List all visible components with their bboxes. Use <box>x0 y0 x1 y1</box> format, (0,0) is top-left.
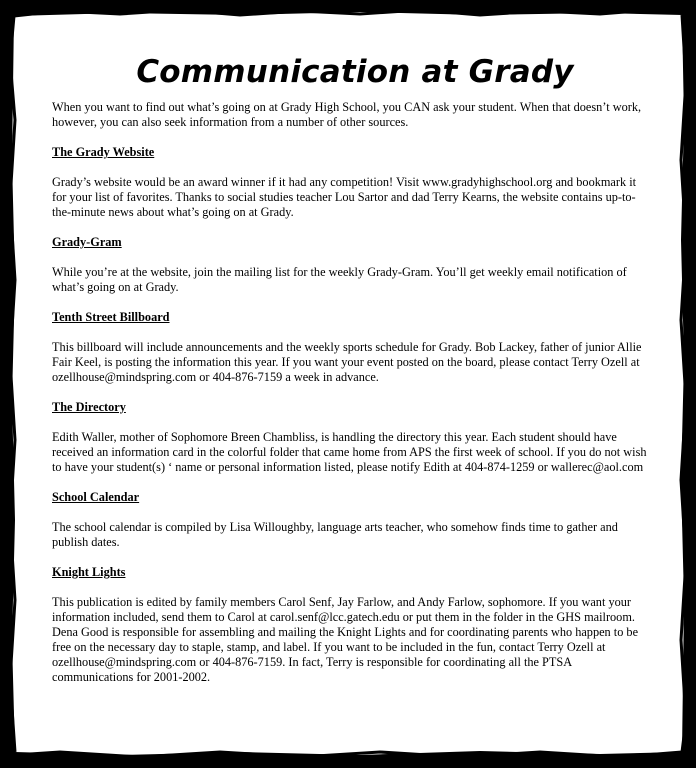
section-heading: Grady-Gram <box>52 235 122 249</box>
section-heading: School Calendar <box>52 490 140 504</box>
section-billboard <box>52 310 652 385</box>
section-heading: Tenth Street Billboard <box>52 310 170 324</box>
section-body: Grady’s website would be an award winner if it had any competition! Visit www.gradyhighschool.org and bookmark it for your list of favorites. Thanks to social studies teacher Lou Sartor and dad Terry Kearns, the website contains up-to-the-minute news about what’s going on at Grady. <box>52 175 637 219</box>
section-heading: The Grady Website <box>52 145 155 159</box>
section-body: This billboard will include announcements and the weekly sports schedule for Grady. Bob Lackey, father of junior Allie Fair Keel, is posting the information this year. If you want your event posted on the board, please contact Terry Ozell at ozellhouse@mindspring.com or 404-876-7159 a week in advance. <box>52 340 642 384</box>
section-heading: Knight Lights <box>52 565 126 579</box>
section-knight-lights <box>52 565 652 685</box>
section-directory <box>52 400 652 475</box>
document-body <box>52 54 652 700</box>
section-body: Edith Waller, mother of Sophomore Breen Chambliss, is handling the directory this year. Each student should have received an information card in the colorful folder that came home from APS the first week of school. If you do not wish to have your student(s) ‘ name or personal information listed, please notify Edith at 404-874-1259 or wallerec@aol.com <box>52 430 647 474</box>
page-title: Communication at Grady <box>136 54 574 90</box>
intro-paragraph: When you want to find out what’s going on at Grady High School, you CAN ask your student. When that doesn’t work, however, you can also seek information from a number of other sources. <box>52 100 642 129</box>
section-body: The school calendar is compiled by Lisa Willoughby, language arts teacher, who somehow finds time to gather and publish dates. <box>52 520 618 549</box>
section-body: While you’re at the website, join the mailing list for the weekly Grady-Gram. You’ll get weekly email notification of what’s going on at Grady. <box>52 265 627 294</box>
section-school-calendar <box>52 490 652 550</box>
section-heading: The Directory <box>52 400 126 414</box>
section-website <box>52 145 652 220</box>
section-body: This publication is edited by family members Carol Senf, Jay Farlow, and Andy Farlow, sophomore. If you want your information included, send them to Carol at carol.senf@lcc.gatech.edu or put them in the folder in the GHS mailroom. Dena Good is responsible for assembling and mailing the Knight Lights and for coordinating parents who happen to be free on the necessary day to staple, stamp, and label. If you want to be included in the fun, contact Terry Ozell at ozellhouse@mindspring.com or 404-876-7159. In fact, Terry is responsible for coordinating all the PTSA communications for 2001-2002. <box>52 595 639 684</box>
section-grady-gram <box>52 235 652 295</box>
